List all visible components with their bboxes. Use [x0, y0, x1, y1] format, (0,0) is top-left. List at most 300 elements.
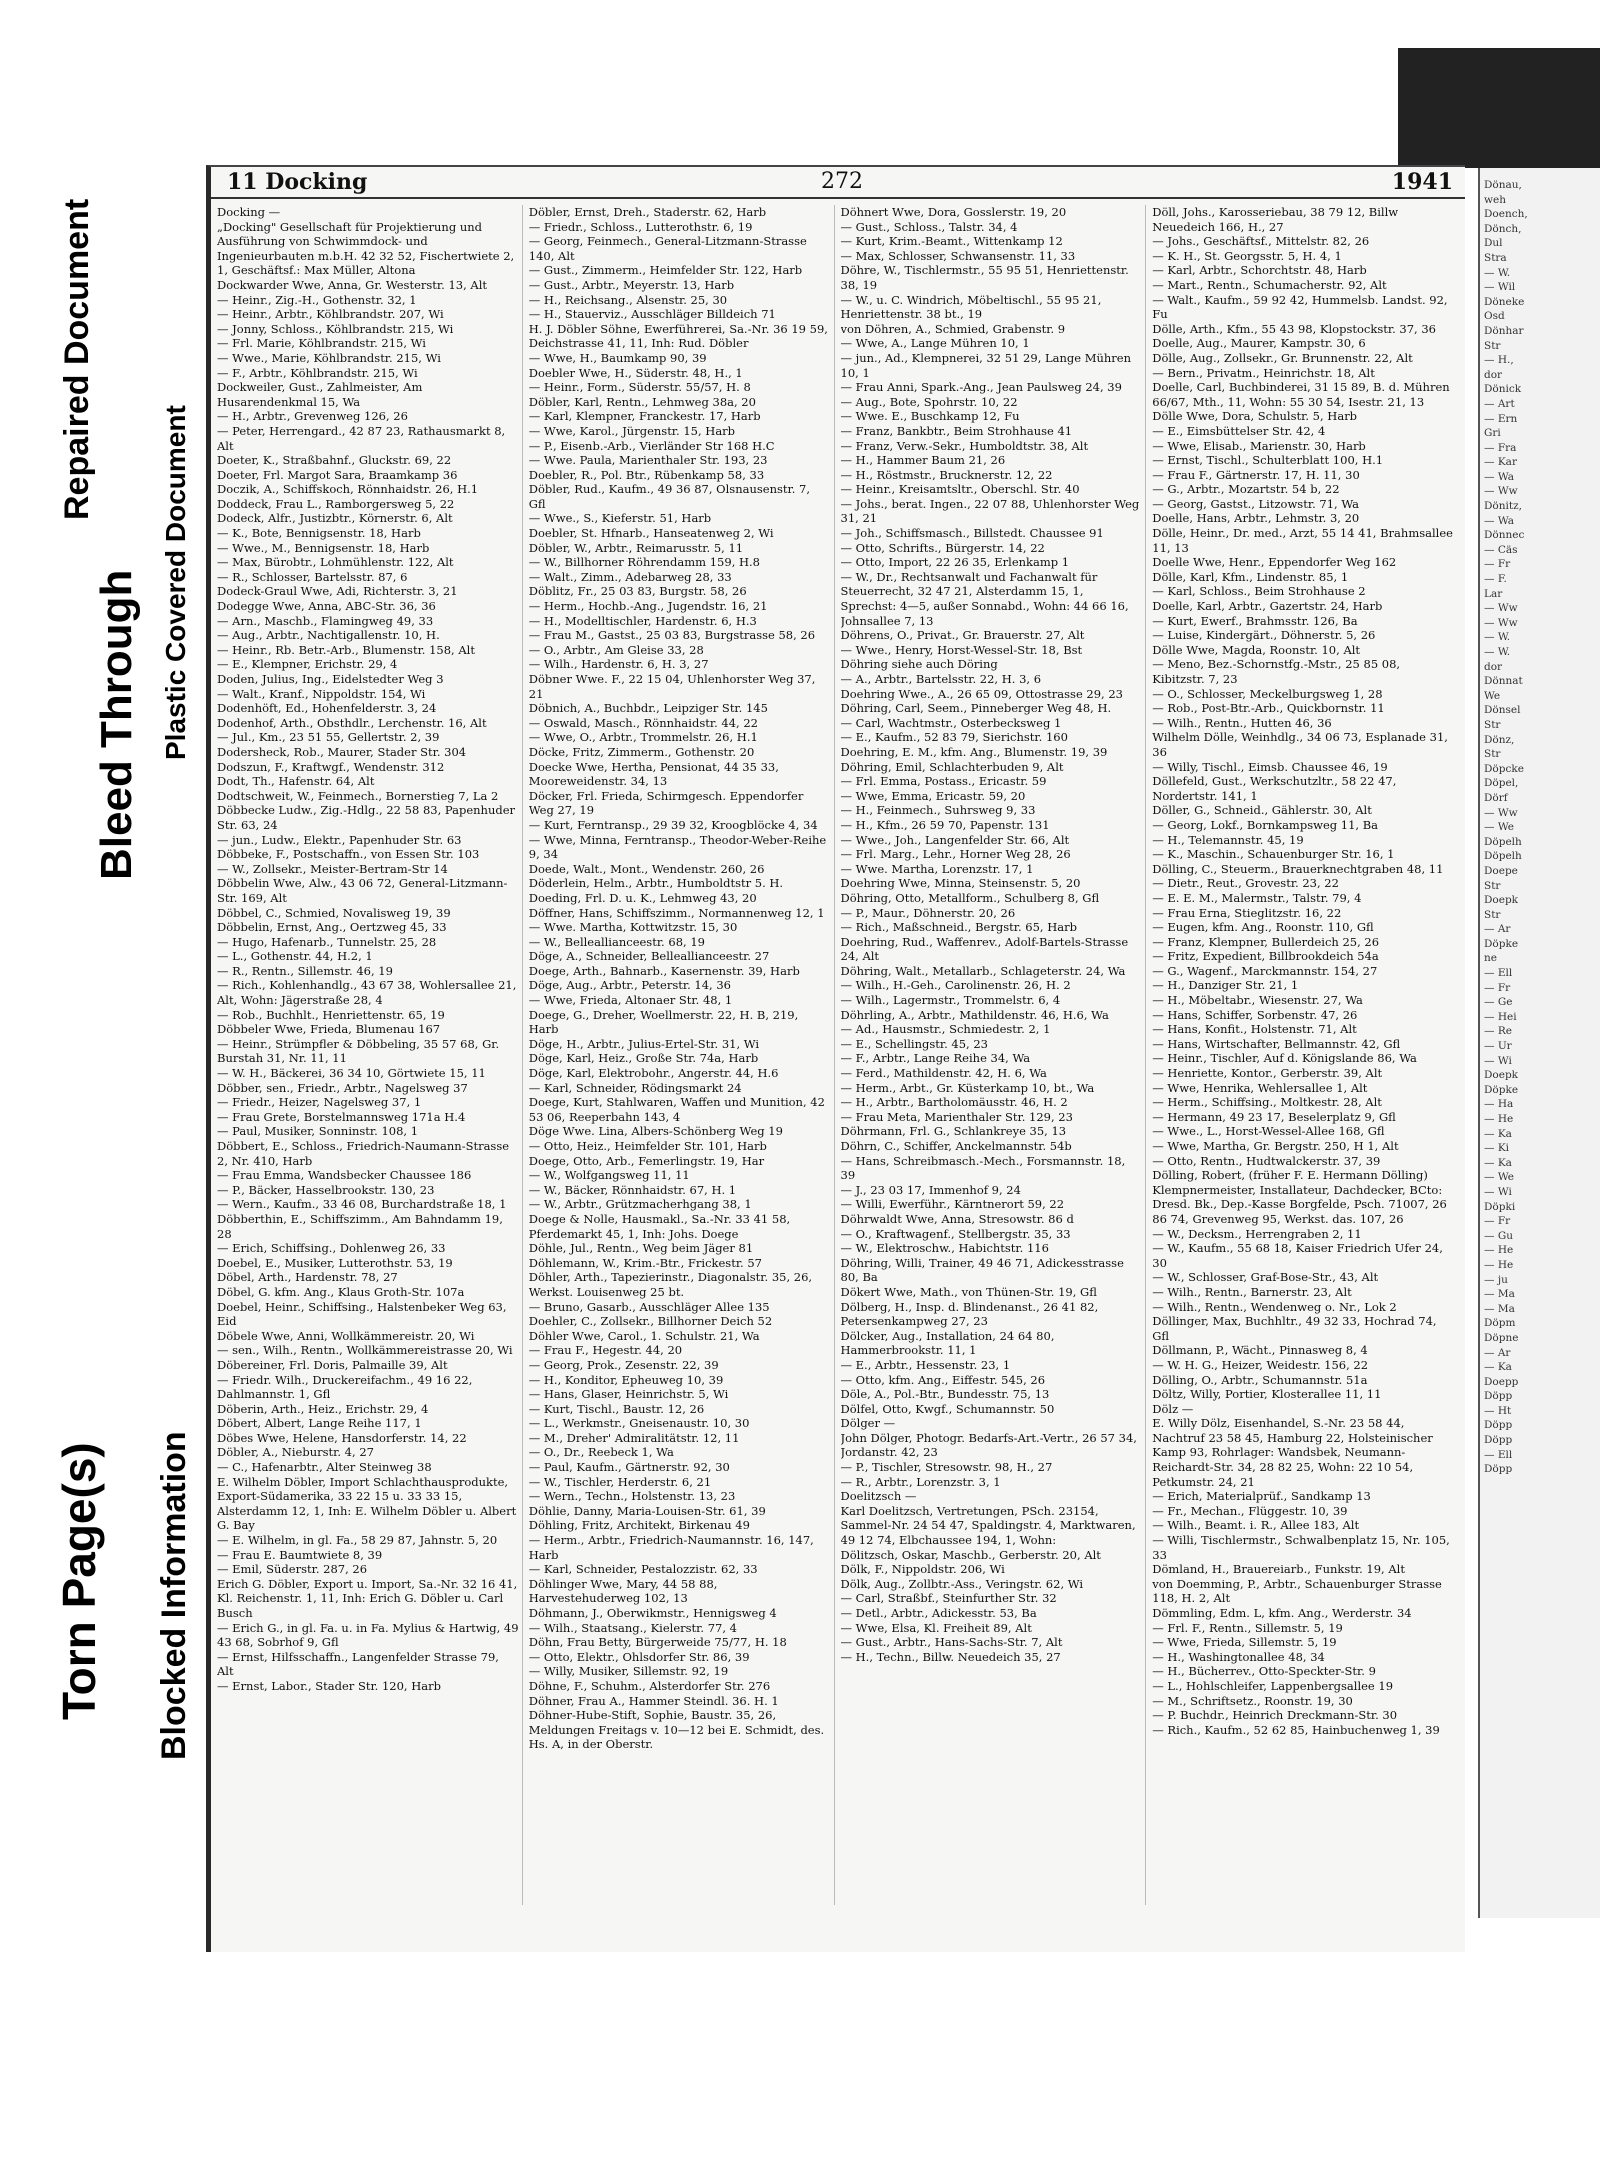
- directory-entry: Döle, A., Pol.-Btr., Bundesstr. 75, 13: [840, 1387, 1050, 1402]
- label-blocked-information: Blocked Information: [155, 1431, 193, 1760]
- directory-entry: Döhrling, A., Arbtr., Mathildenstr. 46, H.6, Wa: [840, 1007, 1109, 1022]
- directory-entry: Döbbert, E., Schloss., Friedrich-Naumann-Strasse 2, Nr. 410, Harb: [217, 1139, 510, 1168]
- directory-entry: Dodenhöft, Ed., Hohenfelderstr. 3, 24: [217, 701, 437, 716]
- directory-entry: — Karl, Schloss., Beim Strohhause 2: [1152, 584, 1366, 599]
- directory-entry: „Docking" Gesellschaft für Projektierung und Ausführung von Schwimmdock- und Ingenieurbauten m.b.H. 42 32 52, Fischertwiete 2, 1, Geschäftsf.: Max Müller, Altona: [217, 219, 515, 278]
- directory-entry: — Heinr., Form., Süderstr. 55/57, H. 8: [528, 380, 751, 395]
- directory-entry: — Frau Anni, Spark.-Ang., Jean Paulsweg 24, 39: [840, 380, 1122, 395]
- adjacent-entry-fragment: Döpm: [1484, 1317, 1516, 1330]
- directory-entry: Doehring, E. M., kfm. Ang., Blumenstr. 19, 39: [840, 744, 1108, 759]
- directory-entry: Dölger —: [840, 1416, 896, 1431]
- directory-entry: — Wwe., Henry, Horst-Wessel-Str. 18, Bst: [840, 642, 1083, 657]
- directory-entry: — Johs., berat. Ingen., 22 07 88, Uhlenhorster Weg 31, 21: [840, 496, 1140, 526]
- adjacent-entry-fragment: Döpelh: [1484, 835, 1522, 848]
- directory-entry: Döhrmann, Frl. G., Schlankreye 35, 13: [840, 1124, 1067, 1139]
- directory-entry: — H., Techn., Billw. Neuedeich 35, 27: [840, 1649, 1061, 1664]
- directory-entry: — Aug., Arbtr., Nachtigallenstr. 10, H.: [217, 628, 440, 643]
- adjacent-entry-fragment: — Ge: [1484, 996, 1513, 1009]
- directory-entry: — W., Dr., Rechtsanwalt und Fachanwalt für Steuerrecht, 32 47 21, Alsterdamm 15, 1, Sprechst: 4—5, außer Sonnabd., Wohn: 44 66 16, Johnsallee 7, 13: [840, 569, 1129, 628]
- directory-entry: — Kurt, Tischl., Baustr. 12, 26: [528, 1401, 705, 1416]
- adjacent-entry-fragment: — Ern: [1484, 412, 1518, 425]
- directory-entry: — Fritz, Expedient, Billbrookdeich 54a: [1152, 949, 1379, 964]
- directory-entry: — Wwe. Paula, Marienthaler Str. 193, 23: [528, 453, 768, 468]
- adjacent-entry-fragment: Döpke: [1484, 1083, 1519, 1096]
- adjacent-entry-fragment: Doepk: [1484, 1069, 1519, 1082]
- adjacent-entry-fragment: Doench,: [1484, 208, 1528, 221]
- directory-entry: — Heinr., Kreisamtsltr., Oberschl. Str. 40: [840, 482, 1080, 497]
- directory-entry: Erich G. Döbler, Export u. Import, Sa.-Nr. 32 16 41, Kl. Reichenstr. 1, 11, Inh: Erich G. Döbler u. Carl Busch: [217, 1576, 518, 1620]
- directory-entry: Doebel, Heinr., Schiffsing., Halstenbeker Weg 63, Eid: [217, 1299, 507, 1329]
- directory-entry: — P., Maur., Döhnerstr. 20, 26: [840, 905, 1016, 920]
- directory-entry: — Carl, Wachtmstr., Osterbecksweg 1: [840, 715, 1062, 730]
- directory-entry: — W. H., Bäckerei, 36 34 10, Görtwiete 15, 11: [217, 1066, 486, 1081]
- directory-entry: Döge, Aug., Arbtr., Peterstr. 14, 36: [528, 978, 731, 993]
- directory-entry: — H., Möbeltabr., Wiesenstr. 27, Wa: [1152, 993, 1363, 1008]
- adjacent-entry-fragment: dor: [1484, 368, 1503, 381]
- directory-entry: — Wwe, Frieda, Sillemstr. 5, 19: [1152, 1635, 1337, 1650]
- directory-entry: — Rich., Kaufm., 52 62 85, Hainbuchenweg 1, 39: [1152, 1722, 1440, 1737]
- directory-entry: — Heinr., Tischler, Auf d. Königslande 86, Wa: [1152, 1051, 1417, 1066]
- adjacent-entry-fragment: — Kar: [1484, 456, 1517, 469]
- directory-entry: — Walt., Zimm., Adebarweg 28, 33: [528, 569, 732, 584]
- directory-entry: Döhring, Carl, Seem., Pinneberger Weg 48, H.: [840, 701, 1112, 716]
- directory-entry: Döberin, Arth., Heiz., Erichstr. 29, 4: [217, 1401, 429, 1416]
- directory-entry: Dodeck, Alfr., Justizbtr., Körnerstr. 6, Alt: [217, 511, 453, 526]
- adjacent-entry-fragment: Str: [1484, 748, 1501, 761]
- adjacent-entry-fragment: Döpp: [1484, 1463, 1513, 1476]
- directory-entry: — Arn., Maschb., Flamingweg 49, 33: [217, 613, 434, 628]
- adjacent-entry-fragment: — Fra: [1484, 441, 1517, 454]
- directory-entry: — Franz, Verw.-Sekr., Humboldtstr. 38, Alt: [840, 438, 1089, 453]
- adjacent-entry-fragment: Döpki: [1484, 1200, 1516, 1213]
- adjacent-entry-fragment: — Ww: [1484, 616, 1518, 629]
- adjacent-page-text: [1484, 178, 1594, 1878]
- directory-entry: — Wilh., Beamt. i. R., Allee 183, Alt: [1152, 1518, 1360, 1533]
- column-2: [529, 205, 835, 1905]
- directory-entry: — Wwe., Joh., Langenfelder Str. 66, Alt: [840, 832, 1070, 847]
- adjacent-entry-fragment: Osd: [1484, 310, 1505, 323]
- directory-entry: — K., Bote, Bennigsenstr. 18, Harb: [217, 526, 421, 541]
- directory-entry: — H., Arbtr., Grevenweg 126, 26: [217, 409, 408, 424]
- directory-entry: — K., Maschin., Schauenburger Str. 16, 1: [1152, 847, 1395, 862]
- directory-entry: Doege & Nolle, Hausmakl., Sa.-Nr. 33 41 58, Pferdemarkt 45, 1, Inh: Johs. Doege: [528, 1211, 791, 1241]
- directory-entry: — Emil, Süderstr. 287, 26: [217, 1562, 368, 1577]
- directory-entry: Döge, Karl, Heiz., Große Str. 74a, Harb: [528, 1051, 759, 1066]
- adjacent-entry-fragment: — He: [1484, 1244, 1514, 1257]
- adjacent-entry-fragment: — Re: [1484, 1025, 1512, 1038]
- adjacent-entry-fragment: — Ma: [1484, 1302, 1515, 1315]
- directory-entry: — E., Kaufm., 52 83 79, Sierichstr. 160: [840, 730, 1068, 745]
- directory-entry: — Henriette, Kontor., Gerberstr. 39, Alt: [1152, 1066, 1383, 1081]
- directory-entry: — O., Dr., Reebeck 1, Wa: [528, 1445, 674, 1460]
- directory-entry: Döbberthin, E., Schiffszimm., Am Bahndamm 19, 28: [217, 1211, 503, 1241]
- directory-entry: Döhring, Otto, Metallform., Schulberg 8, Gfl: [840, 890, 1100, 905]
- directory-entry: — O., Arbtr., Am Gleise 33, 28: [528, 642, 704, 657]
- adjacent-entry-fragment: Str: [1484, 908, 1501, 921]
- adjacent-entry-fragment: Dörf: [1484, 791, 1508, 804]
- directory-entry: Döbber, sen., Friedr., Arbtr., Nagelsweg 37: [217, 1080, 468, 1095]
- directory-entry: — Erich, Materialprüf., Sandkamp 13: [1152, 1489, 1371, 1504]
- directory-entry: — Hans, Schreibmasch.-Mech., Forsmannstr. 18, 39: [840, 1153, 1126, 1183]
- directory-entry: Döbel, G. kfm. Ang., Klaus Groth-Str. 107a: [217, 1284, 465, 1299]
- adjacent-entry-fragment: — W.: [1484, 266, 1511, 279]
- directory-entry: Doden, Julius, Ing., Eidelstedter Weg 3: [217, 672, 444, 686]
- directory-entry: Döllinger, Max, Buchhltr., 49 32 33, Hochrad 74, Gfl: [1152, 1314, 1437, 1343]
- directory-entry: — Georg, Lokf., Bornkampsweg 11, Ba: [1152, 817, 1379, 832]
- adjacent-entry-fragment: — H.,: [1484, 354, 1514, 367]
- directory-entry: — Frl. Marie, Köhlbrandstr. 215, Wi: [217, 336, 426, 351]
- directory-entry: — W., Elektroschw., Habichtstr. 116: [840, 1241, 1049, 1256]
- directory-entry: — Frau M., Gastst., 25 03 83, Burgstrasse 58, 26: [528, 628, 816, 643]
- directory-entry: — Gust., Arbtr., Hans-Sachs-Str. 7, Alt: [840, 1635, 1063, 1650]
- directory-entry: — R., Arbtr., Lorenzstr. 3, 1: [840, 1474, 1001, 1489]
- directory-entry: — H., Feinmech., Suhrsweg 9, 33: [840, 803, 1036, 818]
- page-header: [211, 167, 1465, 199]
- directory-entry: — Frl. F., Rentn., Sillemstr. 5, 19: [1152, 1620, 1343, 1635]
- adjacent-entry-fragment: weh: [1484, 193, 1506, 206]
- directory-entry: Dölberg, H., Insp. d. Blindenanst., 26 41 82, Petersenkampweg 27, 23: [840, 1299, 1099, 1329]
- adjacent-entry-fragment: Stra: [1484, 251, 1507, 264]
- directory-entry: — Erich, Schiffsing., Dohlenweg 26, 33: [217, 1241, 446, 1256]
- adjacent-entry-fragment: Döpp: [1484, 1390, 1513, 1403]
- adjacent-entry-fragment: — Wi: [1484, 1054, 1512, 1067]
- directory-entry: — L., Hohlschleifer, Lappenbergsallee 19: [1152, 1678, 1394, 1693]
- directory-entry: — Herm., Hochb.-Ang., Jugendstr. 16, 21: [528, 599, 768, 614]
- directory-entry: — Wwe, Elisab., Marienstr. 30, Harb: [1152, 438, 1366, 453]
- directory-entry: Doelle, Aug., Maurer, Kampstr. 30, 6: [1152, 336, 1366, 351]
- directory-entry: Döcker, Frl. Frieda, Schirmgesch. Eppendorfer Weg 27, 19: [528, 788, 804, 818]
- directory-entry: — Karl, Schneider, Rödingsmarkt 24: [528, 1080, 742, 1095]
- directory-entry: Dölle, Heinr., Dr. med., Arzt, 55 14 41, Brahmsallee 11, 13: [1152, 526, 1453, 555]
- directory-entry: Doczik, A., Schiffskoch, Rönnhaidstr. 26, H.1: [217, 482, 479, 497]
- directory-entry: — Willi, Tischlermstr., Schwalbenplatz 15, Nr. 105, 33: [1152, 1533, 1450, 1562]
- directory-entry: — W., Arbtr., Grützmacherhgang 38, 1: [528, 1197, 752, 1212]
- directory-entry: Döbbel, C., Schmied, Novalisweg 19, 39: [217, 905, 451, 920]
- adjacent-entry-fragment: Str: [1484, 718, 1501, 731]
- directory-entry: — P. Buchdr., Heinrich Dreckmann-Str. 30: [1152, 1708, 1398, 1723]
- directory-entry: — Joh., Schiffsmasch., Billstedt. Chaussee 91: [840, 526, 1104, 541]
- directory-entry: Dölling, O., Arbtr., Schumannstr. 51a: [1152, 1372, 1368, 1387]
- directory-entry: — R., Rentn., Sillemstr. 46, 19: [217, 963, 393, 978]
- directory-entry: Dömland, H., Brauereiarb., Funkstr. 19, Alt: [1152, 1562, 1405, 1577]
- directory-entry: Doelle, Hans, Arbtr., Lehmstr. 3, 20: [1152, 511, 1360, 526]
- directory-entry: — F., Arbtr., Köhlbrandstr. 215, Wi: [217, 365, 418, 380]
- directory-entry: — Georg, Prok., Zesenstr. 22, 39: [528, 1357, 719, 1372]
- adjacent-entry-fragment: Dul: [1484, 237, 1503, 250]
- directory-entry: Döbbeke, F., Postschaffn., von Essen Str. 103: [217, 847, 480, 862]
- directory-entry: — Rich., Maßschneid., Bergstr. 65, Harb: [840, 920, 1077, 935]
- column-3: [841, 205, 1147, 1905]
- directory-entry: — Eugen, kfm. Ang., Roonstr. 110, Gfl: [1152, 920, 1374, 935]
- directory-entry: Döhlinger Wwe, Mary, 44 58 88, Harvestehuderweg 102, 13: [528, 1576, 718, 1606]
- directory-entry: Doebel, E., Musiker, Lutterothstr. 53, 19: [217, 1255, 453, 1270]
- directory-entry: — Kurt, Ewerf., Brahmsstr. 126, Ba: [1152, 613, 1358, 628]
- adjacent-entry-fragment: — Ww: [1484, 485, 1518, 498]
- directory-entry: — Bruno, Gasarb., Ausschläger Allee 135: [528, 1299, 770, 1314]
- directory-entry: Dodenhof, Arth., Obsthdlr., Lerchenstr. 16, Alt: [217, 715, 487, 730]
- directory-entry: — L., Werkmstr., Gneisenaustr. 10, 30: [528, 1416, 750, 1431]
- directory-entry: — Wilh., H.-Geh., Carolinenstr. 26, H. 2: [840, 978, 1071, 993]
- directory-entry: Döffner, Hans, Schiffszimm., Normannenweg 12, 1: [528, 905, 825, 920]
- directory-entry: von Doemming, P., Arbtr., Schauenburger Strasse 118, H. 2, Alt: [1152, 1576, 1442, 1606]
- directory-entry: — Hermann, 49 23 17, Beselerplatz 9, Gfl: [1152, 1109, 1396, 1124]
- adjacent-entry-fragment: — Cäs: [1484, 543, 1518, 556]
- adjacent-entry-fragment: Döpel,: [1484, 777, 1519, 790]
- directory-entry: Döhn, Frau Betty, Bürgerweide 75/77, H. 18: [528, 1635, 787, 1650]
- entry-columns: [217, 205, 1457, 1905]
- adjacent-entry-fragment: We: [1484, 689, 1501, 702]
- adjacent-entry-fragment: — W.: [1484, 631, 1511, 644]
- directory-entry: — Wwe. E., Buschkamp 12, Fu: [840, 409, 1020, 424]
- directory-entry: — H., Bücherrev., Otto-Speckter-Str. 9: [1152, 1664, 1376, 1679]
- directory-entry: — Wwe, Martha, Gr. Bergstr. 250, H 1, Alt: [1152, 1139, 1399, 1153]
- directory-entry: — W., Bäcker, Rönnhaidstr. 67, H. 1: [528, 1182, 737, 1197]
- directory-entry: Döllmann, P., Wächt., Pinnasweg 8, 4: [1152, 1343, 1368, 1358]
- directory-entry: — Luise, Kindergärt., Döhnerstr. 5, 26: [1152, 628, 1376, 643]
- directory-entry: — Wwe, H., Baumkamp 90, 39: [528, 350, 707, 365]
- adjacent-entry-fragment: Dönsel: [1484, 704, 1521, 717]
- directory-entry: — Herm., Arbtr., Friedrich-Naumannstr. 16, 147, Harb: [528, 1533, 814, 1562]
- directory-entry: — Otto, Elektr., Ohlsdorfer Str. 86, 39: [528, 1649, 750, 1664]
- adjacent-entry-fragment: — Ki: [1484, 1142, 1510, 1155]
- directory-entry: — Ernst, Labor., Stader Str. 120, Harb: [217, 1678, 441, 1693]
- directory-entry: Döhne, F., Schuhm., Alsterdorfer Str. 276: [528, 1678, 771, 1693]
- directory-entry: — Karl, Arbtr., Schorchtstr. 48, Harb: [1152, 263, 1367, 278]
- adjacent-entry-fragment: Doepp: [1484, 1375, 1519, 1388]
- directory-entry: — W., Billhorner Röhrendamm 159, H.8: [528, 555, 761, 570]
- directory-entry: — W., Zollsekr., Meister-Bertram-Str 14: [217, 861, 448, 876]
- directory-page: [206, 165, 1465, 1952]
- directory-entry: — Frau Grete, Borstelmannsweg 171a H.4: [217, 1109, 466, 1124]
- directory-entry: — Wilh., Hardenstr. 6, H. 3, 27: [528, 657, 709, 672]
- directory-entry: Doecke Wwe, Hertha, Pensionat, 44 35 33, Mooreweidenstr. 34, 13: [528, 759, 779, 789]
- directory-entry: Dölle, Arth., Kfm., 55 43 98, Klopstockstr. 37, 36: [1152, 321, 1436, 336]
- label-bleed-through: Bleed Through: [92, 569, 141, 880]
- directory-entry: — Otto, kfm. Ang., Eiffestr. 545, 26: [840, 1372, 1046, 1387]
- directory-entry: — Wwe, O., Arbtr., Trommelstr. 26, H.1: [528, 730, 758, 745]
- adjacent-entry-fragment: — W.: [1484, 646, 1511, 658]
- directory-entry: — H., Röstmstr., Brucknerstr. 12, 22: [840, 467, 1053, 482]
- directory-entry: Döhrwaldt Wwe, Anna, Stresowstr. 86 d: [840, 1211, 1074, 1226]
- directory-entry: Dölfel, Otto, Kwgf., Schumannstr. 50: [840, 1401, 1055, 1416]
- directory-entry: — Gust., Arbtr., Meyerstr. 13, Harb: [528, 277, 735, 292]
- adjacent-entry-fragment: Dönnec: [1484, 529, 1525, 542]
- directory-entry: — Frau F., Gärtnerstr. 17, H. 11, 30: [1152, 467, 1360, 482]
- adjacent-entry-fragment: — We: [1484, 821, 1514, 834]
- directory-entry: — H., Arbtr., Bartholomäusstr. 46, H. 2: [840, 1095, 1068, 1110]
- directory-entry: Doege, Arth., Bahnarb., Kasernenstr. 39, Harb: [528, 963, 800, 978]
- directory-entry: — G., Arbtr., Mozartstr. 54 b, 22: [1152, 482, 1340, 497]
- directory-entry: Döhring, Willi, Trainer, 49 46 71, Adickesstrasse 80, Ba: [840, 1255, 1124, 1285]
- label-plastic-covered-document: Plastic Covered Document: [160, 405, 191, 760]
- directory-entry: Döbereiner, Frl. Doris, Palmaille 39, Alt: [217, 1357, 448, 1372]
- directory-entry: — W., Kaufm., 55 68 18, Kaiser Friedrich Ufer 24, 30: [1152, 1241, 1443, 1270]
- directory-entry: Doege, Otto, Arb., Femerlingstr. 19, Har: [528, 1153, 765, 1168]
- directory-entry: Doebler, R., Pol. Btr., Rübenkamp 58, 33: [528, 467, 765, 482]
- directory-entry: — Franz, Bankbtr., Beim Strohhause 41: [840, 423, 1073, 438]
- directory-entry: — P., Eisenb.-Arb., Vierländer Str 168 H.C: [528, 438, 775, 453]
- directory-entry: — Ernst, Tischl., Schulterblatt 100, H.1: [1152, 453, 1384, 468]
- directory-entry: Dökert Wwe, Math., von Thünen-Str. 19, Gfl: [840, 1284, 1097, 1299]
- directory-entry: — Paul, Kaufm., Gärtnerstr. 92, 30: [528, 1460, 730, 1475]
- directory-entry: — Johs., Geschäftsf., Mittelstr. 82, 26: [1152, 234, 1370, 249]
- adjacent-entry-fragment: Dönhar: [1484, 324, 1524, 337]
- directory-entry: Dockweiler, Gust., Zahlmeister, Am Husarendenkmal 15, Wa: [217, 380, 423, 409]
- directory-entry: Docking —: [217, 205, 281, 219]
- directory-entry: Dölle, Aug., Zollsekr., Gr. Brunnenstr. 22, Alt: [1152, 350, 1413, 365]
- directory-entry: Döltz, Willy, Portier, Klosterallee 11, 11: [1152, 1387, 1382, 1402]
- directory-entry: Dodegge Wwe, Anna, ABC-Str. 36, 36: [217, 599, 436, 614]
- directory-entry: — Hugo, Hafenarb., Tunnelstr. 25, 28: [217, 934, 437, 949]
- adjacent-entry-fragment: — Wi: [1484, 1185, 1512, 1198]
- directory-entry: — O., Schlosser, Meckelburgsweg 1, 28: [1152, 686, 1383, 701]
- directory-entry: Döge, Karl, Elektrobohr., Angerstr. 44, H.6: [528, 1066, 779, 1081]
- directory-entry: — Detl., Arbtr., Adickesstr. 53, Ba: [840, 1606, 1037, 1620]
- directory-entry: — Wilh., Lagermstr., Trommelstr. 6, 4: [840, 993, 1061, 1008]
- directory-entry: — M., Dreher' Admiralitätstr. 12, 11: [528, 1430, 740, 1445]
- directory-entry: — jun., Ad., Klempnerei, 32 51 29, Lange Mühren 10, 1: [840, 350, 1132, 380]
- adjacent-entry-fragment: Dönitz,: [1484, 500, 1522, 513]
- directory-entry: — W. H. G., Heizer, Weidestr. 156, 22: [1152, 1357, 1369, 1372]
- directory-entry: Döhre, W., Tischlermstr., 55 95 51, Henriettenstr. 38, 19: [840, 263, 1129, 292]
- adjacent-entry-fragment: — Ha: [1484, 1098, 1514, 1111]
- directory-entry: — Heinr., Arbtr., Köhlbrandstr. 207, Wi: [217, 307, 444, 322]
- directory-entry: — F., Arbtr., Lange Reihe 34, Wa: [840, 1051, 1031, 1066]
- directory-entry: — Wwe, Minna, Ferntransp., Theodor-Weber-Reihe 9, 34: [528, 832, 827, 862]
- directory-entry: — Karl, Schneider, Pestalozzistr. 62, 33: [528, 1562, 758, 1577]
- directory-entry: — W., Decksm., Herrengraben 2, 11: [1152, 1226, 1362, 1241]
- directory-entry: Döbes Wwe, Helene, Hansdorferstr. 14, 22: [217, 1430, 467, 1445]
- adjacent-entry-fragment: — Ww: [1484, 806, 1518, 819]
- directory-entry: Döhmann, J., Oberwikmstr., Hennigsweg 4: [528, 1606, 777, 1620]
- adjacent-entry-fragment: — Ww: [1484, 602, 1518, 615]
- adjacent-entry-fragment: Gri: [1484, 427, 1501, 440]
- directory-entry: — Hans, Wirtschafter, Bellmannstr. 42, Gfl: [1152, 1036, 1401, 1051]
- directory-entry: — Wwe, Frieda, Altonaer Str. 48, 1: [528, 993, 733, 1008]
- directory-entry: Doege, G., Dreher, Woellmerstr. 22, H. B, 219, Harb: [528, 1007, 799, 1037]
- directory-entry: — Wwe., Marie, Köhlbrandstr. 215, Wi: [217, 350, 441, 365]
- directory-entry: Döhrn, C., Schiffer, Anckelmannstr. 54b: [840, 1139, 1072, 1153]
- directory-entry: — Wilh., Rentn., Wendenweg o. Nr., Lok 2: [1152, 1299, 1397, 1314]
- header-running-title: 11 Docking: [227, 169, 368, 195]
- directory-entry: Dölcker, Aug., Installation, 24 64 80, Hammerbrookstr. 11, 1: [840, 1328, 1055, 1358]
- directory-entry: Dömmling, Edm. L, kfm. Ang., Werderstr. 34: [1152, 1606, 1412, 1620]
- directory-entry: — Heinr., Zig.-H., Gothenstr. 32, 1: [217, 292, 417, 307]
- adjacent-entry-fragment: ne: [1484, 952, 1497, 965]
- directory-entry: Dölk, F., Nippoldstr. 206, Wi: [840, 1562, 1005, 1577]
- directory-entry: — Willy, Tischl., Eimsb. Chaussee 46, 19: [1152, 759, 1388, 774]
- directory-entry: Döge, H., Arbtr., Julius-Ertel-Str. 31, Wi: [528, 1036, 760, 1051]
- directory-entry: Döbbelin, Ernst, Ang., Oertzweg 45, 33: [217, 920, 447, 935]
- directory-entry: Doege, Kurt, Stahlwaren, Waffen und Munition, 42 53 06, Reeperbahn 143, 4: [528, 1095, 825, 1124]
- directory-entry: — Otto, Heiz., Heimfelder Str. 101, Harb: [528, 1139, 767, 1153]
- directory-entry: — Otto, Import, 22 26 35, Erlenkamp 1: [840, 555, 1070, 570]
- directory-entry: E. Willy Dölz, Eisenhandel, S.-Nr. 23 58 44, Nachtruf 23 58 45, Hamburg 22, Holsteinischer Kamp 93, Rohrlager: Wandsbek, Neumann-Reichardt-Str. 34, 28 82 25, Wohn: 22 10 54, Petkumstr. 24, 21: [1152, 1416, 1433, 1489]
- directory-entry: — Frau E. Baumtwiete 8, 39: [217, 1547, 383, 1562]
- directory-entry: — Hans, Glaser, Heinrichstr. 5, Wi: [528, 1387, 729, 1402]
- adjacent-entry-fragment: Dönnat: [1484, 675, 1523, 688]
- black-corner-block: [1398, 48, 1600, 168]
- directory-entry: — E., Arbtr., Hessenstr. 23, 1: [840, 1357, 1011, 1372]
- directory-entry: Döhling, Fritz, Architekt, Birkenau 49: [528, 1518, 750, 1533]
- directory-entry: Döhner, Frau A., Hammer Steindl. 36. H. 1: [528, 1693, 779, 1708]
- adjacent-entry-fragment: — F.: [1484, 573, 1507, 586]
- directory-entry: Dodszun, F., Kraftwgf., Wendenstr. 312: [217, 759, 445, 774]
- directory-entry: — E., Schellingstr. 45, 23: [840, 1036, 988, 1051]
- directory-entry: — Wwe, Henrika, Wehlersallee 1, Alt: [1152, 1080, 1368, 1095]
- directory-entry: — G., Wagenf., Marckmannstr. 154, 27: [1152, 963, 1378, 978]
- directory-entry: — Oswald, Masch., Rönnhaidstr. 44, 22: [528, 715, 758, 730]
- directory-entry: — Herm., Schiffsing., Moltkestr. 28, Alt: [1152, 1095, 1382, 1110]
- directory-entry: Döbele Wwe, Anni, Wollkämmereistr. 20, Wi: [217, 1328, 475, 1343]
- directory-entry: — Frau Erna, Stieglitzstr. 16, 22: [1152, 905, 1342, 920]
- adjacent-entry-fragment: — He: [1484, 1113, 1514, 1125]
- adjacent-entry-fragment: Doepk: [1484, 894, 1519, 907]
- directory-entry: Dölling, Robert, (früher F. E. Hermann Dölling) Klempnermeister, Installateur, Dachdecker, BCto: Dresd. Bk., Dep.-Kasse Borgfelde, Psch. 71007, 26 86 74, Grevenweg 95, Werkst. das. 107, 26: [1152, 1168, 1447, 1226]
- directory-entry: — Frau Meta, Marienthaler Str. 129, 23: [840, 1109, 1073, 1124]
- directory-entry: — A., Arbtr., Bartelsstr. 22, H. 3, 6: [840, 672, 1042, 686]
- directory-entry: — Bern., Privatm., Heinrichstr. 18, Alt: [1152, 365, 1375, 380]
- label-repaired-document: Repaired Document: [58, 198, 96, 520]
- directory-entry: — Wwe., M., Bennigsenstr. 18, Harb: [217, 540, 430, 555]
- directory-entry: — Wwe, Elsa, Kl. Freiheit 89, Alt: [840, 1620, 1032, 1635]
- directory-entry: — Carl, Straßbf., Steinfurther Str. 32: [840, 1591, 1057, 1606]
- directory-entry: Döhring, Emil, Schlachterbuden 9, Alt: [840, 759, 1064, 774]
- directory-entry: — Wwe., S., Kieferstr. 51, Harb: [528, 511, 712, 526]
- directory-entry: Döbler, Karl, Rentn., Lehmweg 38a, 20: [528, 394, 756, 409]
- directory-entry: — Jul., Km., 23 51 55, Gellertstr. 2, 39: [217, 730, 440, 745]
- adjacent-entry-fragment: Dönch,: [1484, 222, 1522, 235]
- directory-entry: — M., Schriftsetz., Roonstr. 19, 30: [1152, 1693, 1353, 1708]
- adjacent-entry-fragment: Döpcke: [1484, 762, 1524, 775]
- directory-entry: Doelle Wwe, Henr., Eppendorfer Weg 162: [1152, 555, 1397, 570]
- directory-entry: — Wwe, A., Lange Mühren 10, 1: [840, 336, 1030, 351]
- directory-entry: Döblitz, Fr., 25 03 83, Burgstr. 58, 26: [528, 584, 747, 599]
- directory-entry: Doehring Wwe, Minna, Steinsenstr. 5, 20: [840, 876, 1081, 891]
- directory-entry: — H., Konditor, Epheuweg 10, 39: [528, 1372, 724, 1387]
- directory-entry: — E. Wilhelm, in gl. Fa., 58 29 87, Jahnstr. 5, 20: [217, 1533, 498, 1548]
- directory-entry: — E., Eimsbüttelser Str. 42, 4: [1152, 423, 1326, 438]
- directory-entry: Doelle, Karl, Arbtr., Gazertstr. 24, Harb: [1152, 599, 1383, 614]
- directory-entry: Doehler, C., Zollsekr., Billhorner Deich 52: [528, 1314, 773, 1329]
- directory-entry: — Wwe, Emma, Ericastr. 59, 20: [840, 788, 1026, 803]
- directory-entry: — Walt., Kaufm., 59 92 42, Hummelsb. Landst. 92, Fu: [1152, 292, 1448, 322]
- directory-entry: — H., Stauerviz., Ausschläger Billdeich 71: [528, 307, 776, 322]
- directory-entry: — Gust., Zimmerm., Heimfelder Str. 122, Harb: [528, 263, 803, 278]
- directory-entry: — Kurt, Ferntransp., 29 39 32, Kroogblöcke 4, 34: [528, 817, 818, 832]
- directory-entry: von Döhren, A., Schmied, Grabenstr. 9: [840, 321, 1066, 336]
- directory-entry: John Dölger, Photogr. Bedarfs-Art.-Vertr., 26 57 34, Jordanstr. 42, 23: [840, 1430, 1137, 1460]
- directory-entry: — Frl. Marg., Lehr., Horner Weg 28, 26: [840, 847, 1071, 862]
- directory-entry: Dölitzsch, Oskar, Maschb., Gerberstr. 20, Alt: [840, 1547, 1101, 1562]
- adjacent-entry-fragment: Str: [1484, 339, 1501, 352]
- directory-entry: Doeding, Frl. D. u. K., Lehmweg 43, 20: [528, 890, 757, 905]
- directory-entry: Dölle, Karl, Kfm., Lindenstr. 85, 1: [1152, 569, 1349, 584]
- directory-entry: — Wwe. Martha, Kottwitzstr. 15, 30: [528, 920, 738, 935]
- directory-entry: — Max, Schlosser, Schwansenstr. 11, 33: [840, 248, 1076, 263]
- directory-entry: — Ferd., Mathildenstr. 42, H. 6, Wa: [840, 1066, 1047, 1081]
- directory-entry: Döhlemann, W., Krim.-Btr., Frickestr. 57: [528, 1255, 763, 1270]
- directory-entry: — Erich G., in gl. Fa. u. in Fa. Mylius & Hartwig, 49 43 68, Sobrhof 9, Gfl: [217, 1620, 519, 1650]
- directory-entry: Doeter, Frl. Margot Sara, Braamkamp 36: [217, 467, 458, 482]
- adjacent-entry-fragment: — Ka: [1484, 1361, 1512, 1374]
- directory-entry: — C., Hafenarbtr., Alter Steinweg 38: [217, 1460, 432, 1475]
- directory-entry: — J., 23 03 17, Immenhof 9, 24: [840, 1182, 1021, 1197]
- directory-entry: — Heinr., Strümpfler & Döbbeling, 35 57 68, Gr. Burstah 31, Nr. 11, 11: [217, 1036, 500, 1066]
- directory-entry: — Mart., Rentn., Schumacherstr. 92, Alt: [1152, 277, 1387, 292]
- directory-entry: Doehring, Rud., Waffenrev., Adolf-Bartels-Strasse 24, Alt: [840, 934, 1129, 964]
- adjacent-entry-fragment: Döpp: [1484, 1434, 1513, 1447]
